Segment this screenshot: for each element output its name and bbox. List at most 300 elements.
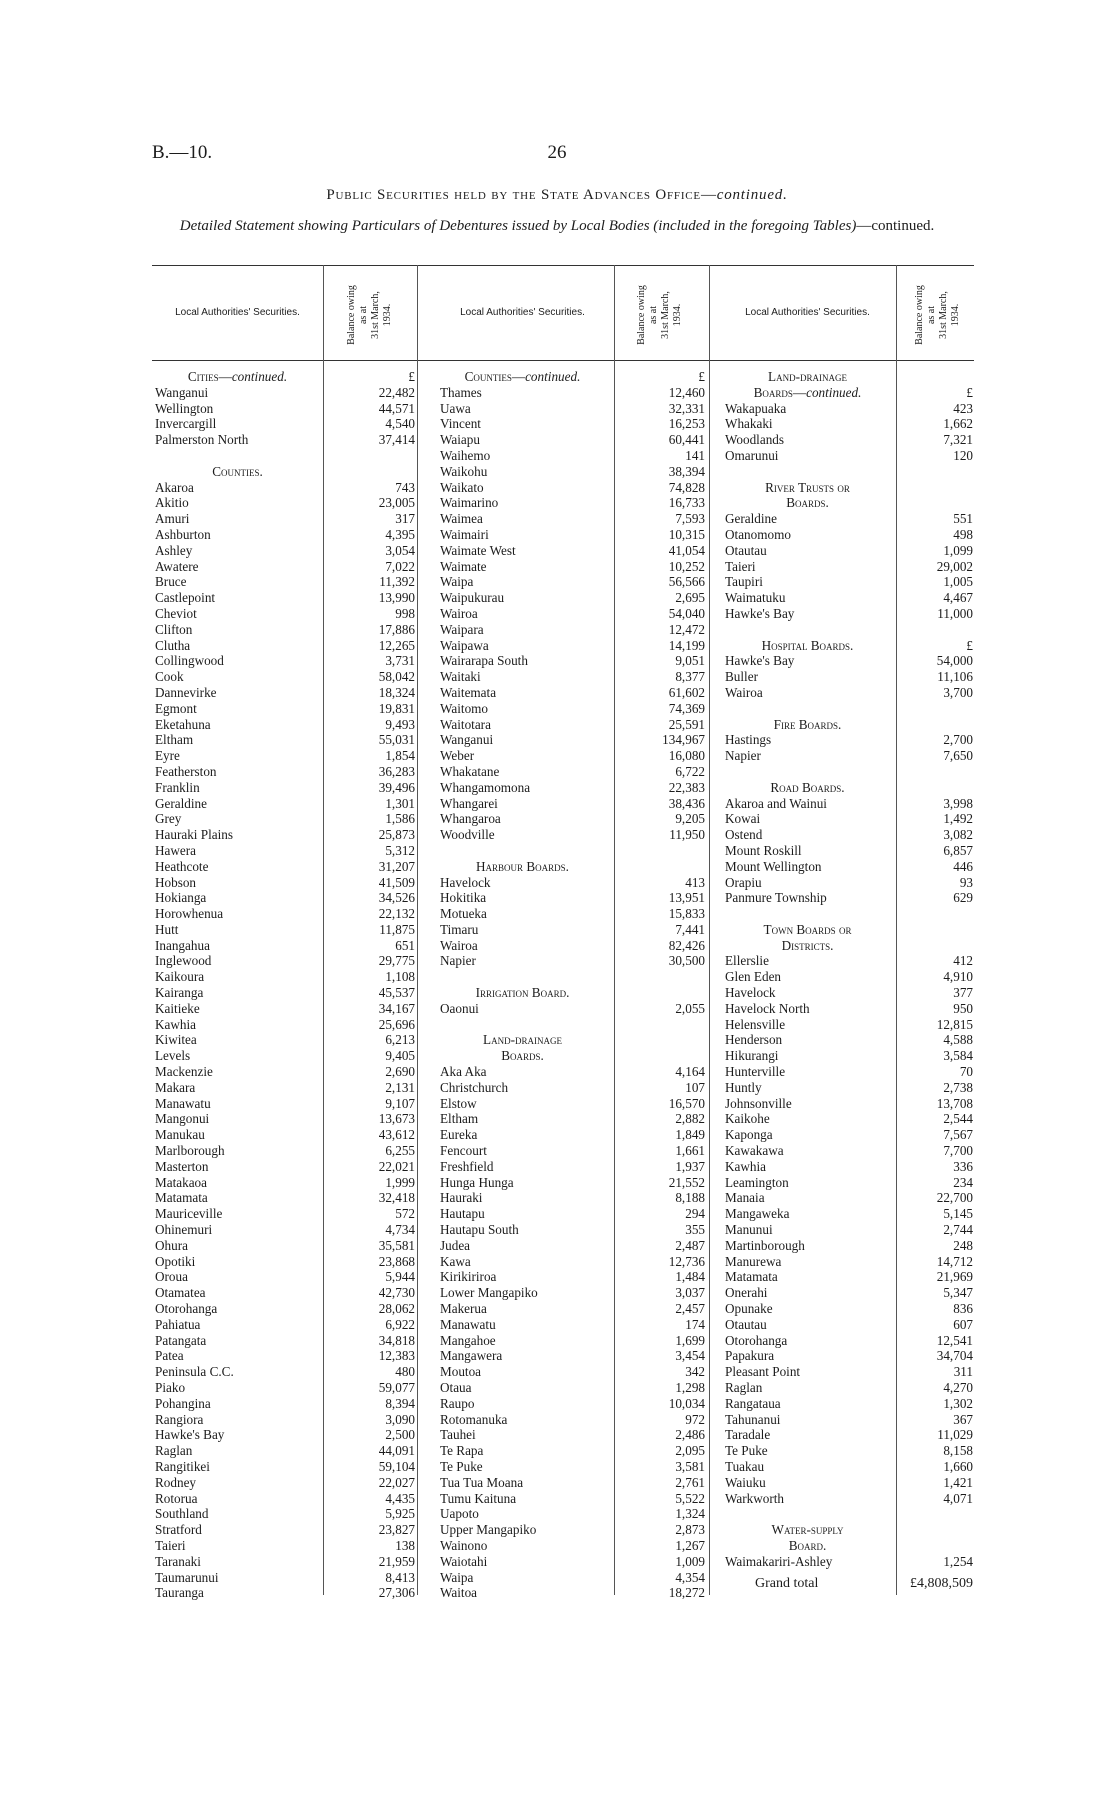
authority-name: Stratford [155,1522,202,1538]
authority-name: Kaitieke [155,1000,200,1016]
col2-authority-head: Local Authorities' Securities. [460,306,585,318]
grand-total-value: £4,808,509 [910,1575,973,1591]
table-row [725,1001,973,1017]
table-row [725,1048,973,1064]
balance-value: 29,002 [936,558,973,574]
table-row [155,685,415,701]
table-row [725,875,973,891]
authority-name: Kaikoura [155,969,205,985]
table-row [155,953,415,969]
authority-name: Eltham [155,732,194,748]
authority-name: Aka Aka [440,1064,487,1080]
balance-value: 2,695 [675,590,705,606]
table-row [155,1459,415,1475]
authority-name: Patea [155,1348,184,1364]
authority-name: Moutoa [440,1364,482,1380]
balance-value: 22,482 [378,384,415,400]
table-row [725,985,973,1001]
authority-name: Waiotahi [440,1553,488,1569]
authority-name: Kaikohe [725,1111,770,1127]
authority-name: Mount Wellington [725,858,822,874]
balance-value: 1,492 [943,811,973,827]
balance-value: 4,734 [385,1222,415,1238]
currency-symbol: £ [966,384,973,400]
table-row [155,480,415,496]
balance-value: 5,347 [943,1285,973,1301]
authority-name: Akaroa [155,479,194,495]
table-row [155,811,415,827]
table-row [440,811,705,827]
authority-name: Waipukurau [440,590,505,606]
authority-name: Warkworth [725,1490,784,1506]
balance-value: 1,005 [943,574,973,590]
table-row [440,590,705,606]
table-row [155,938,415,954]
authority-name: Matamata [725,1269,778,1285]
balance-value: 45,537 [378,985,415,1001]
authority-name: Egmont [155,700,197,716]
table-row [440,1190,705,1206]
table-row [440,1285,705,1301]
authority-name: Wairarapa South [440,653,528,669]
authority-name: Kairanga [155,985,204,1001]
table-row [440,1143,705,1159]
balance-value: 22,383 [668,779,705,795]
balance-value: 1,324 [675,1506,705,1522]
table-row [155,985,415,1001]
balance-value: 59,104 [378,1458,415,1474]
authority-name: Eltham [440,1111,479,1127]
table-row [440,1096,705,1112]
authority-name: Taupiri [725,574,763,590]
balance-value: 377 [953,985,973,1001]
list-town-boards [725,953,973,1506]
table-row [155,527,415,543]
authority-name: Kawhia [155,1016,197,1032]
authority-name: Taieri [725,558,756,574]
balance-value: 15,833 [668,906,705,922]
balance-value: 1,937 [675,1158,705,1174]
balance-value: 11,106 [937,669,973,685]
table-row [440,1269,705,1285]
authority-name: Geraldine [725,511,777,527]
section-land-drainage-continued: Land-drainage [768,369,847,384]
authority-name: Waimea [440,511,483,527]
authority-name: Geraldine [155,795,207,811]
balance-value: 9,051 [675,653,705,669]
authority-name: Waimarino [440,495,499,511]
balance-value: 2,544 [943,1111,973,1127]
authority-name: Havelock [725,985,776,1001]
authority-name: Eureka [440,1127,478,1143]
balance-value: 3,054 [385,542,415,558]
table-row [440,480,705,496]
list-road-boards [725,796,973,907]
balance-value: 1,661 [675,1143,705,1159]
balance-value: 5,522 [675,1490,705,1506]
section-land-drainage-2: Boards. [501,1048,544,1064]
authority-name: Hokianga [155,890,207,906]
authority-name: Waipawa [440,637,489,653]
table-row [725,859,973,875]
authority-name: Hauraki Plains [155,827,234,843]
authority-name: Te Puke [440,1458,483,1474]
table-row [725,1159,973,1175]
authority-name: Hunterville [725,1064,786,1080]
balance-value: 11,875 [379,921,415,937]
authority-name: Upper Mangapiko [440,1522,537,1538]
table-row [440,1317,705,1333]
balance-value: 60,441 [668,432,705,448]
balance-value: 74,828 [668,479,705,495]
table-row [440,796,705,812]
balance-value: 413 [685,874,705,890]
authority-name: Opunake [725,1301,773,1317]
table-row [440,1001,705,1017]
balance-value: 2,487 [675,1237,705,1253]
authority-name: Ohura [155,1237,188,1253]
table-top-rule [152,265,974,266]
balance-value: 1,660 [943,1458,973,1474]
balance-value: 3,700 [943,684,973,700]
list-irrigation-board [440,1001,705,1017]
table-row [155,796,415,812]
balance-value: 629 [953,890,973,906]
authority-name: Southland [155,1506,209,1522]
balance-value: 12,736 [668,1253,705,1269]
section-harbour-boards: Harbour Boards. [476,858,569,874]
balance-value: 13,951 [668,890,705,906]
table-row [440,464,705,480]
table-row [440,606,705,622]
authority-name: Christchurch [440,1079,509,1095]
balance-value: 56,566 [668,574,705,590]
authority-name: Raglan [725,1380,763,1395]
balance-value: 82,426 [668,937,705,953]
balance-value: 8,188 [675,1190,705,1206]
authority-name: Papakura [725,1348,775,1364]
authority-name: Whakatane [440,763,500,779]
authority-name: Tauranga [155,1585,204,1601]
balance-value: 367 [953,1411,973,1427]
authority-name: Akitio [155,495,189,511]
authority-name: Leamington [725,1174,789,1190]
balance-value: 3,090 [385,1411,415,1427]
authority-name: Kaponga [725,1127,773,1143]
table-row [155,1443,415,1459]
authority-name: Mangawera [440,1348,503,1364]
authority-name: Rangataua [725,1395,781,1411]
balance-value: 4,540 [385,416,415,432]
column-3: Land-drainage Boards—continued. £ Wakapuaka 423 Whakaki 1,662 Woodlands 7,321 Omarunui 120 River Trusts or Boards. Geraldine 551 Otanomomo 498 Otautau 1,099 Taieri 29,002 Taupiri 1,005 Waimatuku 4,467 Hawke's Bay 11,000 Hospital Boards. £ Hawke's Bay 54,000 Buller 11,106 Wairoa 3,700 Fire Boards. Hastings 2,700 Napier 7,650 Road Boards. Akaroa and Wainui 3,998 Kowai 1,492 Ostend 3,082 Mount Roskill 6,857 Mount Wellington 446 Orapiu 93 Panmure Township 629 Town Boards or Districts. Ellerslie 412 Glen Eden 4,910 Havelock 377 Havelock North 950 Helensville 12,815 Henderson 4,588 Hikurangi 3,584 Hunterville 70 Huntly 2,738 Johnsonville 13,708 Kaikohe 2,544 Kaponga 7,567 Kawakawa 7,700 Kawhia 336 Leamington 234 Manaia 22,700 Mangaweka 5,145 Manunui 2,744 Martinborough 248 Manurewa 14,712 Matamata 21,969 Onerahi 5,347 Opunake 836 Otautau 607 Otorohanga 12,541 Papakura 34,704 Pleasant Point 311 Raglan 4,270 Rangataua 1,302 Tahunanui 367 Taradale 11,029 Te Puke 8,158 Tuakau 1,660 Waiuku 1,421 Warkworth 4,071 Water-supply Board. Waimakariri-Ashley 1,254 Grand total £4,808,509 [725,369,973,1591]
table-row [155,1190,415,1206]
authority-name: Levels [155,1048,191,1064]
balance-value: 19,831 [378,700,415,716]
table-row [155,906,415,922]
authority-name: Pahiatua [155,1316,201,1332]
balance-value: 311 [953,1364,973,1380]
table-row [725,1475,973,1491]
authority-name: Makara [155,1079,196,1095]
authority-name: Mangahoe [440,1332,496,1348]
authority-name: Kiwitea [155,1032,197,1048]
balance-value: 2,095 [675,1443,705,1459]
table-row [440,922,705,938]
table-row [440,1364,705,1380]
section-road-boards: Road Boards. [770,779,845,795]
list-land-drainage-continued [725,401,973,464]
balance-value: 7,700 [943,1143,973,1159]
table-row [725,1190,973,1206]
table-row [440,574,705,590]
table-row [440,1080,705,1096]
authority-name: Waihemo [440,447,491,463]
balance-value: 9,493 [385,716,415,732]
table-row [155,1427,415,1443]
table-row [725,1254,973,1270]
authority-name: Kawhia [725,1158,767,1174]
table-row [155,1333,415,1349]
balance-value: 7,650 [943,748,973,764]
table-row [155,1475,415,1491]
list-river-trusts [725,511,973,622]
balance-value: 41,054 [668,542,705,558]
authority-name: Grey [155,811,182,827]
table-row [155,653,415,669]
balance-value: 174 [685,1316,705,1332]
authority-name: Mauriceville [155,1206,223,1222]
currency-symbol: £ [408,369,415,384]
table-row [725,511,973,527]
authority-name: Makerua [440,1301,487,1317]
authority-name: Otamatea [155,1285,206,1301]
authority-name: Otaua [440,1380,472,1395]
table-row [725,1238,973,1254]
col1-authority-head: Local Authorities' Securities. [175,306,300,318]
authority-name: Kowai [725,811,761,827]
table-row [155,606,415,622]
authority-name: Manawatu [440,1316,496,1332]
authority-name: Oroua [155,1269,188,1285]
authority-name: Ashley [155,542,193,558]
balance-value: 972 [685,1411,705,1427]
authority-name: Eketahuna [155,716,211,732]
authority-name: Timaru [440,921,479,937]
authority-name: Hawera [155,842,196,858]
authority-name: Wakapuaka [725,400,787,416]
balance-value: 93 [959,874,973,890]
balance-value: 12,460 [668,384,705,400]
authority-name: Uapoto [440,1506,479,1522]
authority-name: Otautau [725,1316,767,1332]
authority-name: Waikato [440,479,484,495]
balance-value: 4,435 [385,1490,415,1506]
table-row [725,543,973,559]
authority-name: Elstow [440,1095,477,1111]
authority-name: Inglewood [155,953,212,969]
authority-name: Wainono [440,1537,488,1553]
table-row [440,559,705,575]
authority-name: Waikohu [440,463,488,479]
table-row [725,1412,973,1428]
table-row [440,1522,705,1538]
balance-value: 70 [959,1064,973,1080]
balance-value: 6,922 [385,1316,415,1332]
balance-value: 22,700 [936,1190,973,1206]
balance-value: 423 [953,400,973,416]
table-row [440,669,705,685]
table-row [440,780,705,796]
table-row [440,938,705,954]
balance-value: 25,873 [378,827,415,843]
balance-value: 22,021 [378,1158,415,1174]
table-row [725,1017,973,1033]
balance-value: 8,394 [385,1395,415,1411]
table-head-rule [152,360,974,361]
authority-name: Manawatu [155,1095,211,1111]
authority-name: Raupo [440,1395,475,1411]
balance-value: 11,000 [937,605,973,621]
table-row [725,1064,973,1080]
balance-value: 1,999 [385,1174,415,1190]
balance-value: 9,205 [675,811,705,827]
balance-value: 2,700 [943,732,973,748]
balance-value: 2,457 [675,1301,705,1317]
balance-value: 22,027 [378,1474,415,1490]
authority-name: Hastings [725,732,772,748]
table-row [725,559,973,575]
table-row [725,890,973,906]
authority-name: Whangaroa [440,811,501,827]
balance-value: 21,959 [378,1553,415,1569]
table-row [725,1206,973,1222]
balance-value: 58,042 [378,669,415,685]
balance-value: 651 [395,937,415,953]
table-row [440,432,705,448]
authority-name: Waitoa [440,1585,478,1601]
table-row [440,1301,705,1317]
authority-name: Mackenzie [155,1064,213,1080]
balance-value: 14,199 [668,637,705,653]
section-cities: Cities—continued. [187,369,288,384]
column-1 [155,369,415,1601]
balance-value: 138 [395,1537,415,1553]
balance-value: 5,925 [385,1506,415,1522]
authority-name: Palmerston North [155,432,249,448]
balance-value: 498 [953,526,973,542]
authority-name: Mangonui [155,1111,210,1127]
authority-name: Manunui [725,1222,773,1238]
table-row [725,1285,973,1301]
table-row [725,1111,973,1127]
table-row [440,748,705,764]
table-row [155,969,415,985]
table-row [725,669,973,685]
table-row [725,1096,973,1112]
balance-value: 14,712 [936,1253,973,1269]
table-row [155,764,415,780]
table-row [440,401,705,417]
list-land-drainage [440,1064,705,1601]
table-row [155,732,415,748]
table-row [155,574,415,590]
authority-name: Hobson [155,874,197,890]
table-row [155,511,415,527]
table-row [155,1222,415,1238]
authority-name: Panmure Township [725,890,827,906]
balance-value: 21,969 [936,1269,973,1285]
authority-name: Te Rapa [440,1443,484,1459]
balance-value: 28,062 [378,1301,415,1317]
table-row [155,748,415,764]
authority-name: Waipara [440,621,484,637]
table-row [155,1064,415,1080]
table-row [440,495,705,511]
authority-name: Patangata [155,1332,207,1348]
table-row [440,1585,705,1601]
authority-name: Clutha [155,637,191,653]
balance-value: 34,704 [936,1348,973,1364]
balance-value: 7,567 [943,1127,973,1143]
balance-value: 9,405 [385,1048,415,1064]
balance-value: 54,000 [936,653,973,669]
authority-name: Pleasant Point [725,1364,801,1380]
table-row [155,590,415,606]
authority-name: Woodlands [725,432,785,448]
balance-value: 4,395 [385,526,415,542]
divider-1b [417,265,418,1595]
table-row [440,1554,705,1570]
authority-name: Waiuku [725,1474,766,1490]
balance-value: 1,301 [385,795,415,811]
authority-name: Ashburton [155,526,211,542]
table-row [725,811,973,827]
column-2 [440,369,705,1601]
authority-name: Johnsonville [725,1095,792,1111]
table-row [155,1143,415,1159]
balance-value: 1,009 [675,1553,705,1569]
table-row [725,1175,973,1191]
col3-authority-head: Local Authorities' Securities. [745,306,870,318]
balance-value: 16,253 [668,416,705,432]
balance-value: 54,040 [668,605,705,621]
balance-value: 42,730 [378,1285,415,1301]
authority-name: Cheviot [155,605,197,621]
table-row [725,416,973,432]
table-row [725,1032,973,1048]
section-water-supply: Water-supply [771,1522,844,1538]
table-row [440,701,705,717]
table-row [725,432,973,448]
authority-name: Hautapu South [440,1222,519,1238]
balance-value: 13,990 [378,590,415,606]
balance-value: 34,818 [378,1332,415,1348]
authority-name: Waiapu [440,432,480,448]
balance-value: 3,454 [675,1348,705,1364]
balance-value: 336 [953,1158,973,1174]
table-row [155,1206,415,1222]
balance-value: 1,586 [385,811,415,827]
balance-value: 1,854 [385,748,415,764]
authority-name: Heathcote [155,858,209,874]
table-row [155,401,415,417]
section-town-boards: Town Boards or [763,921,852,937]
balance-value: 7,022 [385,558,415,574]
balance-value: 1,699 [675,1332,705,1348]
subtitle-line-2: Tables) [812,218,857,234]
balance-value: 3,731 [385,653,415,669]
balance-value: 16,080 [668,748,705,764]
